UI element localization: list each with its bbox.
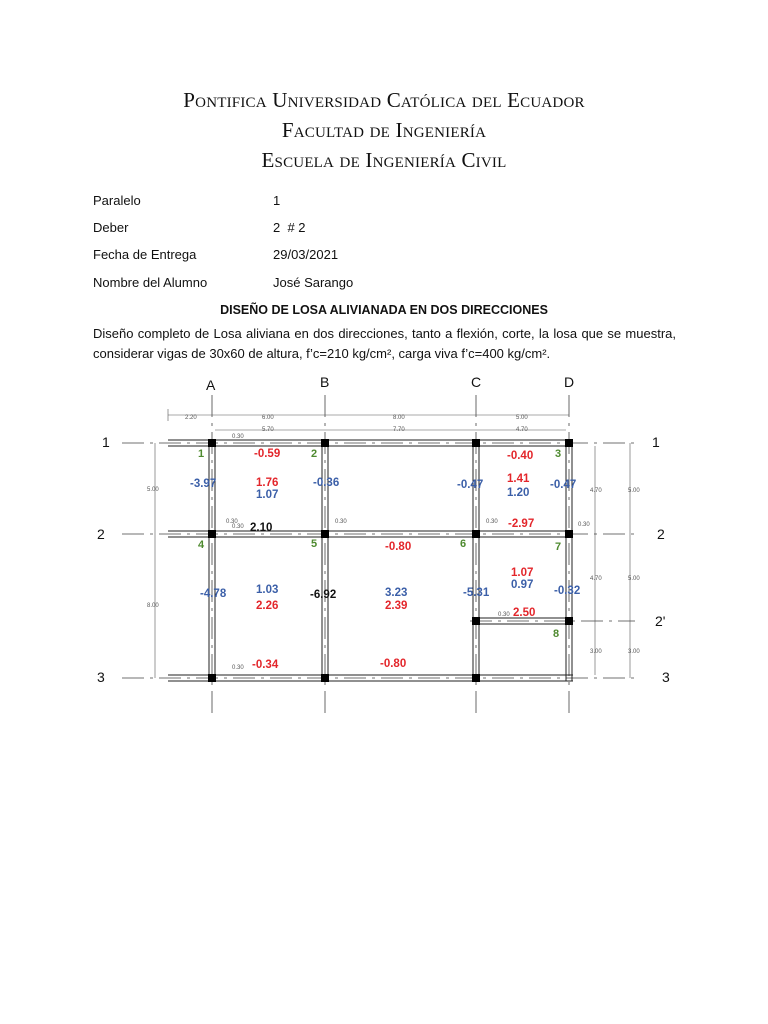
dim-left-1: 5.00 xyxy=(147,487,159,493)
axis-label-d: D xyxy=(564,375,575,390)
moment-blue-2: 1.07 xyxy=(256,489,279,501)
assignment-heading: DISEÑO DE LOSA ALIVIANADA EN DOS DIRECCIONES xyxy=(220,303,548,317)
moment-red-6: -0.80 xyxy=(385,541,412,553)
moment-red-11: -0.34 xyxy=(252,659,279,671)
dim-right-inner-2: 4.70 xyxy=(590,576,602,582)
axis-row-2p-right: 2' xyxy=(655,613,666,629)
axis-label-c: C xyxy=(471,375,482,390)
moment-blue-8: 1.03 xyxy=(256,584,279,596)
university-title: Pontifica Universidad Católica del Ecuador xyxy=(183,88,585,112)
moment-blue-1: -3.97 xyxy=(190,478,217,490)
moment-red-7: 1.07 xyxy=(511,567,534,579)
moment-blue-9: 3.23 xyxy=(385,587,408,599)
field-value-nombre: José Sarango xyxy=(273,275,354,290)
moment-blue-4: -0.47 xyxy=(457,479,484,491)
moment-red-8: 2.26 xyxy=(256,600,279,612)
dim-top-inner-1: 5.70 xyxy=(262,427,274,433)
field-label-nombre: Nombre del Alumno xyxy=(93,275,208,290)
moment-red-1: -0.59 xyxy=(254,448,281,460)
dim-top-outer-3: 8.00 xyxy=(393,415,405,421)
moment-red-12: -0.80 xyxy=(380,658,407,670)
axis-row-3-right: 3 xyxy=(662,669,670,685)
axis-row-2-left: 2 xyxy=(97,526,105,542)
moment-red-9: 2.39 xyxy=(385,600,408,612)
slab-plan-svg xyxy=(90,375,676,720)
moment-blue-6: -0.47 xyxy=(550,479,577,491)
moment-blue-7: -4.78 xyxy=(200,588,227,600)
beam-width-3: 0.30 xyxy=(232,524,244,530)
field-label-fecha: Fecha de Entrega xyxy=(93,247,197,262)
field-label-paralelo: Paralelo xyxy=(93,193,141,208)
field-value-deber: 2 # 2 xyxy=(273,220,306,235)
moment-red-2: 1.76 xyxy=(256,477,279,489)
beam-width-6: 0.30 xyxy=(578,522,590,528)
dim-right-outer-1: 5.00 xyxy=(628,488,640,494)
school-title: Escuela de Ingeniería Civil xyxy=(261,148,507,172)
axis-row-3-left: 3 xyxy=(97,669,105,685)
beam-width-7: 0.30 xyxy=(498,612,510,618)
dim-top-inner-2: 7.70 xyxy=(393,427,405,433)
node-5: 5 xyxy=(311,538,318,550)
node-4: 4 xyxy=(198,539,205,551)
moment-blue-12: -0.32 xyxy=(554,585,581,597)
moment-red-3: -0.40 xyxy=(507,450,534,462)
node-2: 2 xyxy=(311,448,318,460)
node-1: 1 xyxy=(198,448,205,460)
dim-right-inner-1: 4.70 xyxy=(590,488,602,494)
field-value-paralelo: 1 xyxy=(273,193,281,208)
dim-top-outer-1: 2.20 xyxy=(185,415,197,421)
beam-width-5: 0.30 xyxy=(486,519,498,525)
moment-red-10: 2.50 xyxy=(513,607,536,619)
assignment-description: Diseño completo de Losa aliviana en dos direcciones, tanto a flexión, corte, la losa que se muestra, considerar vigas de 30x60 de altura, f’c=210 kg/cm², carga viva f’c=400 kg/cm². xyxy=(93,326,676,361)
dim-right-outer-3: 3.00 xyxy=(628,649,640,655)
node-8: 8 xyxy=(553,628,560,640)
axis-row-1-left: 1 xyxy=(102,434,110,450)
axis-row-2-right: 2 xyxy=(657,526,665,542)
faculty-title: Facultad de Ingeniería xyxy=(281,118,487,142)
moment-red-4: 1.41 xyxy=(507,473,530,485)
beam-width-4: 0.30 xyxy=(335,519,347,525)
moment-blue-10: -5.31 xyxy=(463,587,490,599)
node-7: 7 xyxy=(555,541,562,553)
dim-right-inner-3: 3.00 xyxy=(590,649,602,655)
node-3: 3 xyxy=(555,448,562,460)
moment-blue-5: 1.20 xyxy=(507,487,530,499)
moment-red-5: -2.97 xyxy=(508,518,535,530)
beam-width-8: 0.30 xyxy=(232,665,244,671)
dim-right-outer-2: 5.00 xyxy=(628,576,640,582)
dim-left-2: 8.00 xyxy=(147,603,159,609)
axis-label-b: B xyxy=(320,375,330,390)
moment-black-2: -6.92 xyxy=(310,589,337,601)
node-6: 6 xyxy=(460,538,467,550)
beam-width-1: 0.30 xyxy=(232,434,244,440)
dim-top-outer-2: 6.00 xyxy=(262,415,274,421)
axis-row-1-right: 1 xyxy=(652,434,660,450)
dim-top-inner-3: 4.70 xyxy=(516,427,528,433)
moment-blue-11: 0.97 xyxy=(511,579,534,591)
moment-blue-3: -0.36 xyxy=(313,477,340,489)
slab-plan-drawing xyxy=(90,375,676,720)
moment-black-1: 2.10 xyxy=(250,522,273,534)
field-label-deber: Deber xyxy=(93,220,129,235)
beam-width-2: 0.30 xyxy=(226,519,238,525)
axis-label-a: A xyxy=(206,377,216,393)
field-value-fecha: 29/03/2021 xyxy=(273,247,339,262)
dim-top-outer-4: 5.00 xyxy=(516,415,528,421)
